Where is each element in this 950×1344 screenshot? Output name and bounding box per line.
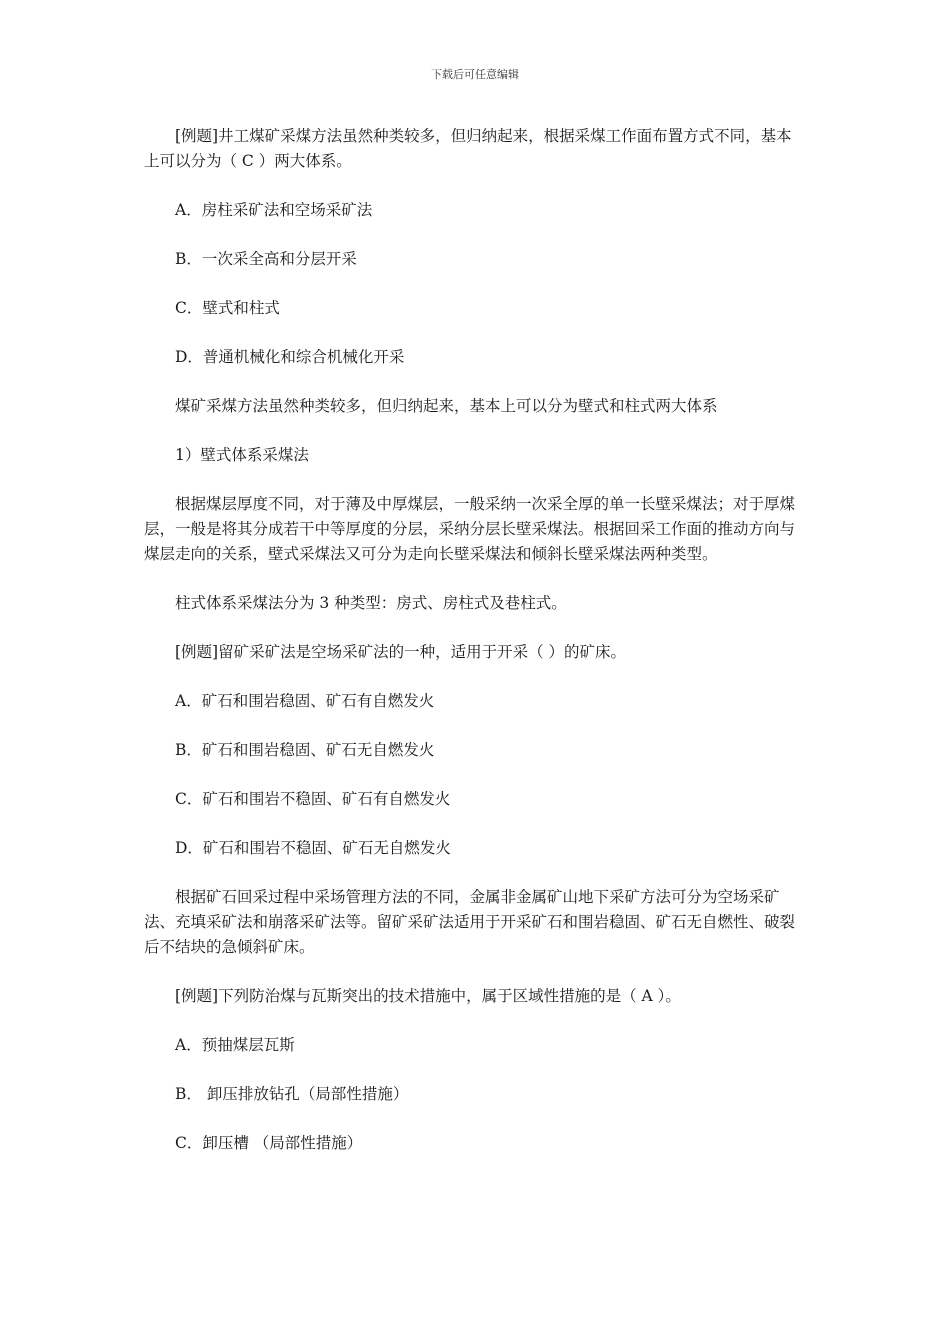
- question-1-option-a: A．房柱采矿法和空场采矿法: [175, 201, 373, 219]
- question-2-option-c: C．矿石和围岩不稳固、矿石有自燃发火: [175, 790, 451, 808]
- question-1-explanation: 煤矿采煤方法虽然种类较多，但归纳起来，基本上可以分为壁式和柱式两大体系: [175, 397, 718, 415]
- question-2-explanation: 根据矿石回采过程中采场管理方法的不同，金属非金属矿山地下采矿方法可分为空场采矿法、充填采矿法和崩落采矿法等。留矿采矿法适用于开采矿石和围岩稳固、矿石无自燃性、破裂后不结块的急倾斜矿床。: [144, 888, 796, 956]
- section-heading-wall-method: 1）壁式体系采煤法: [175, 446, 309, 464]
- question-3-option-a: A．预抽煤层瓦斯: [175, 1036, 295, 1054]
- question-1-stem: [例题]井工煤矿采煤方法虽然种类较多，但归纳起来，根据采煤工作面布置方式不同，基本上可以分为（ C ）两大体系。: [144, 127, 792, 170]
- pillar-method-paragraph: 柱式体系采煤法分为 3 种类型：房式、房柱式及巷柱式。: [175, 594, 567, 612]
- question-3-option-b: B． 卸压排放钻孔（局部性措施）: [175, 1085, 409, 1103]
- question-2-option-d: D．矿石和围岩不稳固、矿石无自燃发火: [175, 839, 451, 857]
- question-2-option-a: A．矿石和围岩稳固、矿石有自燃发火: [175, 692, 435, 710]
- question-2-stem: [例题]留矿采矿法是空场采矿法的一种，适用于开采（ ）的矿床。: [175, 643, 627, 661]
- question-3-option-c: C．卸压槽 （局部性措施）: [175, 1134, 363, 1152]
- question-1-option-c: C．壁式和柱式: [175, 299, 280, 317]
- question-1-option-d: D．普通机械化和综合机械化开采: [175, 348, 405, 366]
- document-body: [144, 124, 804, 1180]
- question-3-stem: [例题]下列防治煤与瓦斯突出的技术措施中，属于区域性措施的是（ A ）。: [175, 987, 681, 1005]
- wall-method-paragraph: 根据煤层厚度不同，对于薄及中厚煤层，一般采纳一次采全厚的单一长壁采煤法；对于厚煤层，一般是将其分成若干中等厚度的分层，采纳分层长壁采煤法。根据回采工作面的推动方向与煤层走向的关系，壁式采煤法又可分为走向长壁采煤法和倾斜长壁采煤法两种类型。: [144, 495, 796, 563]
- page-header: 下载后可任意编辑: [431, 68, 519, 81]
- question-2-option-b: B．矿石和围岩稳固、矿石无自燃发火: [175, 741, 435, 759]
- question-1-option-b: B．一次采全高和分层开采: [175, 250, 357, 268]
